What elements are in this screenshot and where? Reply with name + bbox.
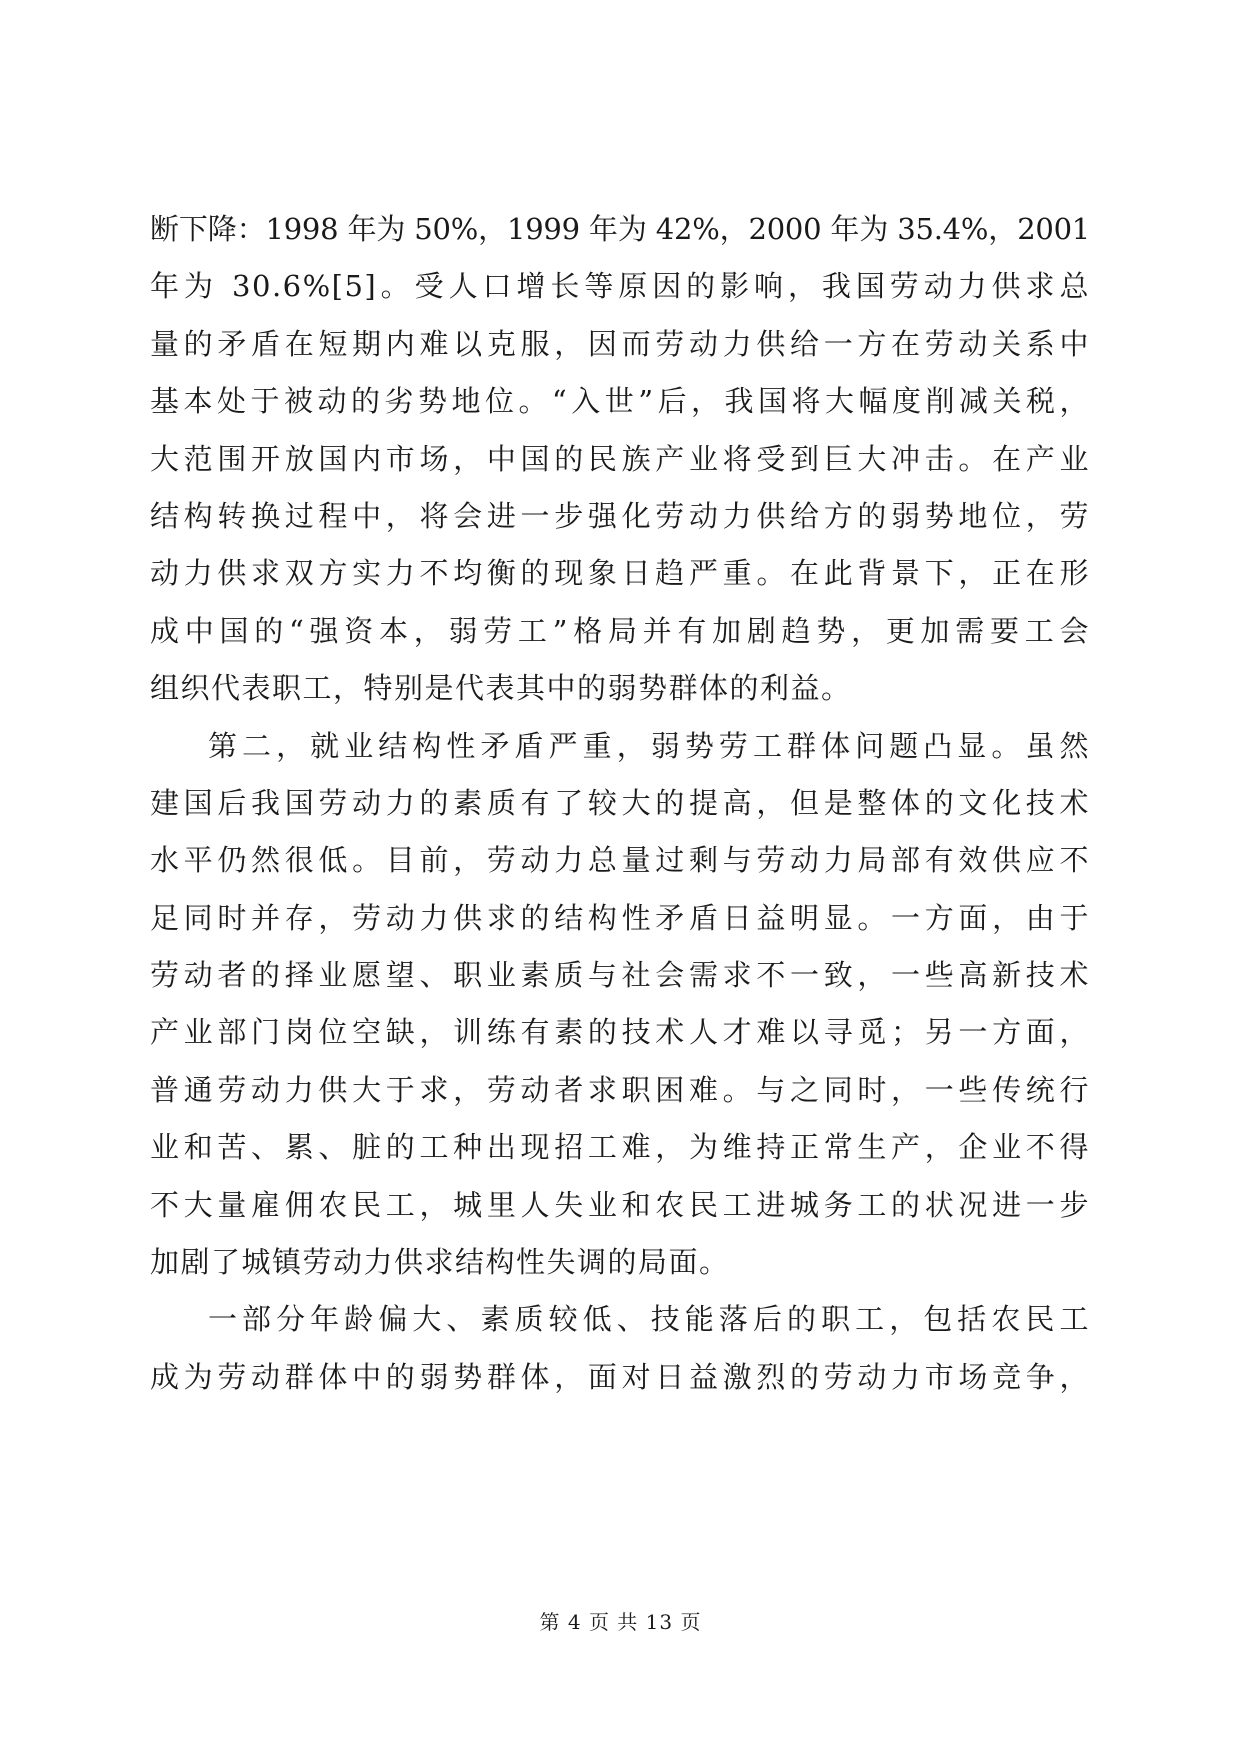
text-line: 加剧了城镇劳动力供求结构性失调的局面。 [150, 1245, 730, 1280]
paragraph [150, 1291, 1090, 1406]
text-line: 普通劳动力供大于求，劳动者求职困难。与之同时，一些传统行 [150, 1072, 1090, 1107]
text-line: 水平仍然很低。目前，劳动力总量过剩与劳动力局部有效供应不 [150, 843, 1090, 878]
text-line: 年为 30.6%[5]。受人口增长等原因的影响，我国劳动力供求总 [150, 269, 1090, 304]
text-line: 产业部门岗位空缺，训练有素的技术人才难以寻觅；另一方面， [150, 1015, 1090, 1050]
text-line: 大范围开放国内市场，中国的民族产业将受到巨大冲击。在产业 [150, 441, 1090, 476]
text-line: 断下降：1998 年为 50%，1999 年为 42%，2000 年为 35.4%，2001 [150, 212, 1090, 246]
text-line: 基本处于被动的劣势地位。“入世”后，我国将大幅度削减关税， [150, 384, 1090, 419]
text-line: 量的矛盾在短期内难以克服，因而劳动力供给一方在劳动关系中 [150, 326, 1090, 361]
body-text [150, 201, 1090, 1406]
text-line: 组织代表职工，特别是代表其中的弱势群体的利益。 [150, 671, 852, 706]
text-line: 第二，就业结构性矛盾严重，弱势劳工群体问题凸显。虽然 [208, 728, 1090, 763]
text-line: 成中国的“强资本，弱劳工”格局并有加剧趋势，更加需要工会 [150, 613, 1090, 648]
page-footer: 第 4 页 共 13 页 [539, 1610, 702, 1634]
text-line: 一部分年龄偏大、素质较低、技能落后的职工，包括农民工 [208, 1302, 1090, 1337]
text-line: 结构转换过程中，将会进一步强化劳动力供给方的弱势地位，劳 [150, 498, 1090, 533]
text-line: 动力供求双方实力不均衡的现象日趋严重。在此背景下，正在形 [150, 556, 1090, 591]
text-line: 建国后我国劳动力的素质有了较大的提高，但是整体的文化技术 [150, 785, 1090, 820]
paragraph [150, 718, 1090, 1292]
text-line: 足同时并存，劳动力供求的结构性矛盾日益明显。一方面，由于 [150, 900, 1090, 935]
text-line: 劳动者的择业愿望、职业素质与社会需求不一致，一些高新技术 [150, 958, 1090, 993]
text-line: 不大量雇佣农民工，城里人失业和农民工进城务工的状况进一步 [150, 1187, 1090, 1222]
text-line: 业和苦、累、脏的工种出现招工难，为维持正常生产，企业不得 [150, 1130, 1090, 1165]
text-line: 成为劳动群体中的弱势群体，面对日益激烈的劳动力市场竞争， [150, 1359, 1090, 1394]
paragraph [150, 201, 1090, 718]
